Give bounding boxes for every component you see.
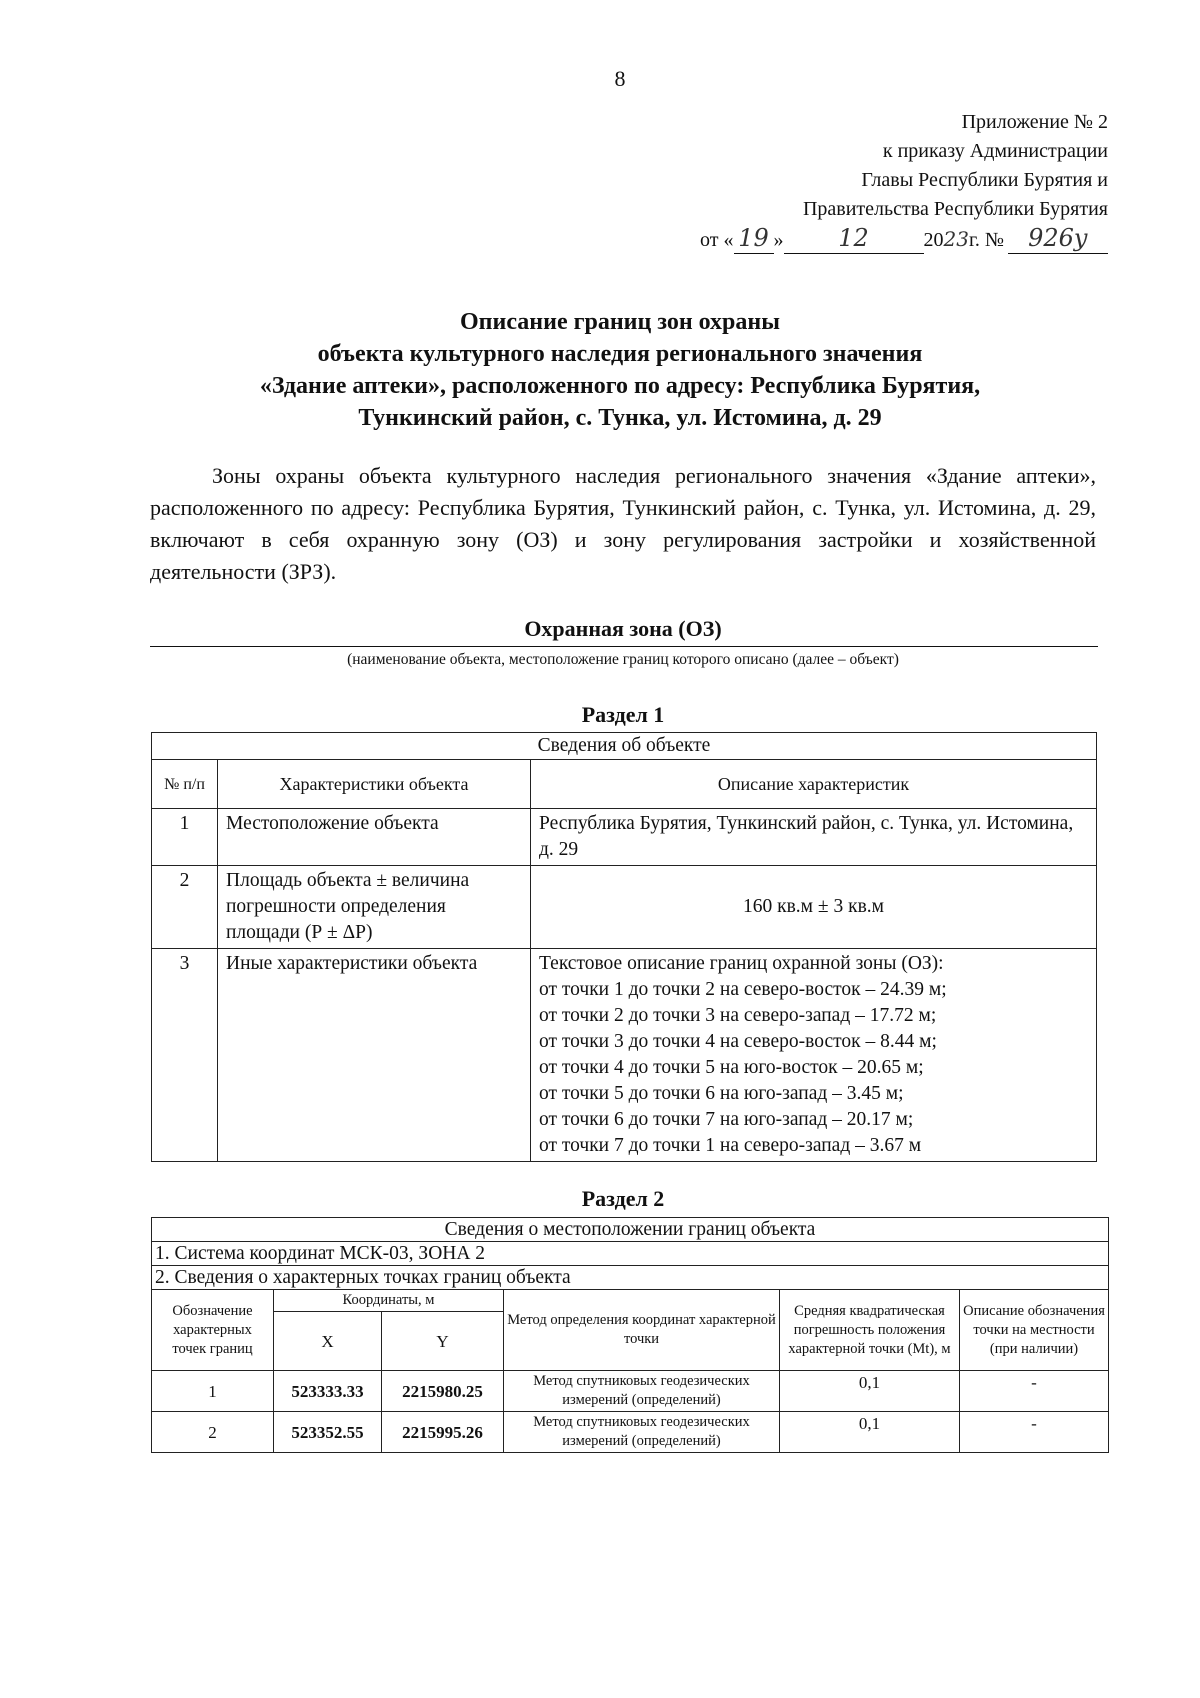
boundary-line: от точки 6 до точки 7 на юго-запад – 20.17 м;: [539, 1109, 914, 1130]
header-error: Средняя квадратическая погрешность положения характерной точки (Mt), м: [780, 1290, 960, 1371]
point-y: 2215980.25: [382, 1371, 504, 1412]
header-x: X: [274, 1312, 382, 1371]
point-id: 1: [152, 1371, 274, 1412]
order-number: 926у: [1008, 224, 1108, 254]
header-characteristic: Характеристики объекта: [218, 760, 531, 809]
boundary-line: от точки 3 до точки 4 на северо-восток – 8.44 м;: [539, 1031, 937, 1052]
table-row: [152, 1412, 1109, 1453]
order-year: 23: [943, 227, 969, 251]
row-num: 1: [152, 809, 218, 866]
point-error: 0,1: [780, 1371, 960, 1412]
order-date-row: [700, 224, 1108, 255]
zone-title: Охранная зона (ОЗ): [524, 616, 722, 641]
row-value-list: [531, 949, 1097, 1162]
table-row: [152, 866, 1097, 949]
number-label: г. №: [968, 229, 1004, 251]
document-title: [150, 306, 1090, 434]
coord-system-row: [152, 1242, 1109, 1266]
zone-subtitle: (наименование объекта, местоположение границ которого описано (далее – объект): [347, 651, 899, 668]
table-caption-row: [152, 1218, 1109, 1242]
title-line: объекта культурного наследия регионального значения: [317, 341, 923, 367]
approval-block: [700, 108, 1108, 255]
row-num: 3: [152, 949, 218, 1162]
year-prefix: 20: [923, 229, 944, 251]
points-caption: 2. Сведения о характерных точках границ объекта: [152, 1266, 1109, 1290]
approval-line: к приказу Администрации: [882, 140, 1108, 162]
point-id: 2: [152, 1412, 274, 1453]
approval-line: Главы Республики Бурятия и: [861, 169, 1108, 191]
point-x: 523352.55: [274, 1412, 382, 1453]
row-num: 2: [152, 866, 218, 949]
approval-line: Приложение № 2: [961, 111, 1108, 133]
table-header-row: [152, 1290, 1109, 1312]
boundary-line: от точки 5 до точки 6 на юго-запад – 3.45 м;: [539, 1083, 904, 1104]
header-y: Y: [382, 1312, 504, 1371]
table-caption: Сведения об объекте: [152, 733, 1097, 760]
intro-paragraph: Зоны охраны объекта культурного наследия регионального значения «Здание аптеки», расположенного по адресу: Республика Бурятия, Тункинский район, с. Тунка, ул. Истомина, д. 29, включают в себя охранную зону (ОЗ) и зону регулирования застройки и хозяйственной деятельности (ЗРЗ).: [150, 463, 1096, 584]
table-row: [152, 949, 1097, 1162]
section2-title: Раздел 2: [581, 1186, 665, 1211]
boundary-line: Текстовое описание границ охранной зоны (ОЗ):: [539, 953, 944, 974]
boundary-line: от точки 1 до точки 2 на северо-восток – 24.39 м;: [539, 979, 947, 1000]
section1-title: Раздел 1: [581, 702, 665, 727]
header-num: № п/п: [152, 760, 218, 809]
header-description: Описание обозначения точки на местности (при наличии): [960, 1290, 1109, 1371]
table-header-row: [152, 760, 1097, 809]
object-info-table: [151, 732, 1097, 1162]
header-designation: Обозначение характерных точек границ: [152, 1290, 274, 1371]
point-method: Метод спутниковых геодезических измерений (определений): [504, 1371, 780, 1412]
title-line: «Здание аптеки», расположенного по адресу: Республика Бурятия,: [259, 373, 981, 399]
row-value: Республика Бурятия, Тункинский район, с. Тунка, ул. Истомина, д. 29: [531, 809, 1097, 866]
table-caption-row: [152, 733, 1097, 760]
header-method: Метод определения координат характерной точки: [504, 1290, 780, 1371]
header-coords: Координаты, м: [274, 1290, 504, 1312]
boundary-line: от точки 4 до точки 5 на юго-восток – 20.65 м;: [539, 1057, 924, 1078]
approval-line: Правительства Республики Бурятия: [802, 198, 1108, 220]
points-caption-row: [152, 1266, 1109, 1290]
coord-system: 1. Система координат МСК-03, ЗОНА 2: [152, 1242, 1109, 1266]
point-description: -: [960, 1371, 1109, 1412]
page-number: 8: [614, 66, 626, 91]
title-line: Описание границ зон охраны: [460, 309, 780, 335]
row-name: Иные характеристики объекта: [218, 949, 531, 1162]
point-description: -: [960, 1412, 1109, 1453]
boundary-line: от точки 2 до точки 3 на северо-запад – 17.72 м;: [539, 1005, 937, 1026]
table-row: [152, 1371, 1109, 1412]
row-value: 160 кв.м ± 3 кв.м: [531, 866, 1097, 949]
date-prefix: от «: [700, 229, 734, 251]
order-day: 19: [734, 224, 774, 254]
table-row: [152, 809, 1097, 866]
point-x: 523333.33: [274, 1371, 382, 1412]
point-method: Метод спутниковых геодезических измерений (определений): [504, 1412, 780, 1453]
zone-underline: [150, 646, 1098, 647]
point-y: 2215995.26: [382, 1412, 504, 1453]
date-sep: »: [773, 229, 784, 251]
title-line: Тункинский район, с. Тунка, ул. Истомина, д. 29: [358, 405, 882, 431]
row-name: Местоположение объекта: [218, 809, 531, 866]
coordinates-table: [151, 1217, 1109, 1453]
row-name: Площадь объекта ± величина погрешности определения площади (Р ± ΔР): [218, 866, 531, 949]
header-description: Описание характеристик: [531, 760, 1097, 809]
table-caption: Сведения о местоположении границ объекта: [152, 1218, 1109, 1242]
point-error: 0,1: [780, 1412, 960, 1453]
boundary-line: от точки 7 до точки 1 на северо-запад – 3.67 м: [539, 1135, 922, 1156]
order-month: 12: [784, 224, 924, 254]
